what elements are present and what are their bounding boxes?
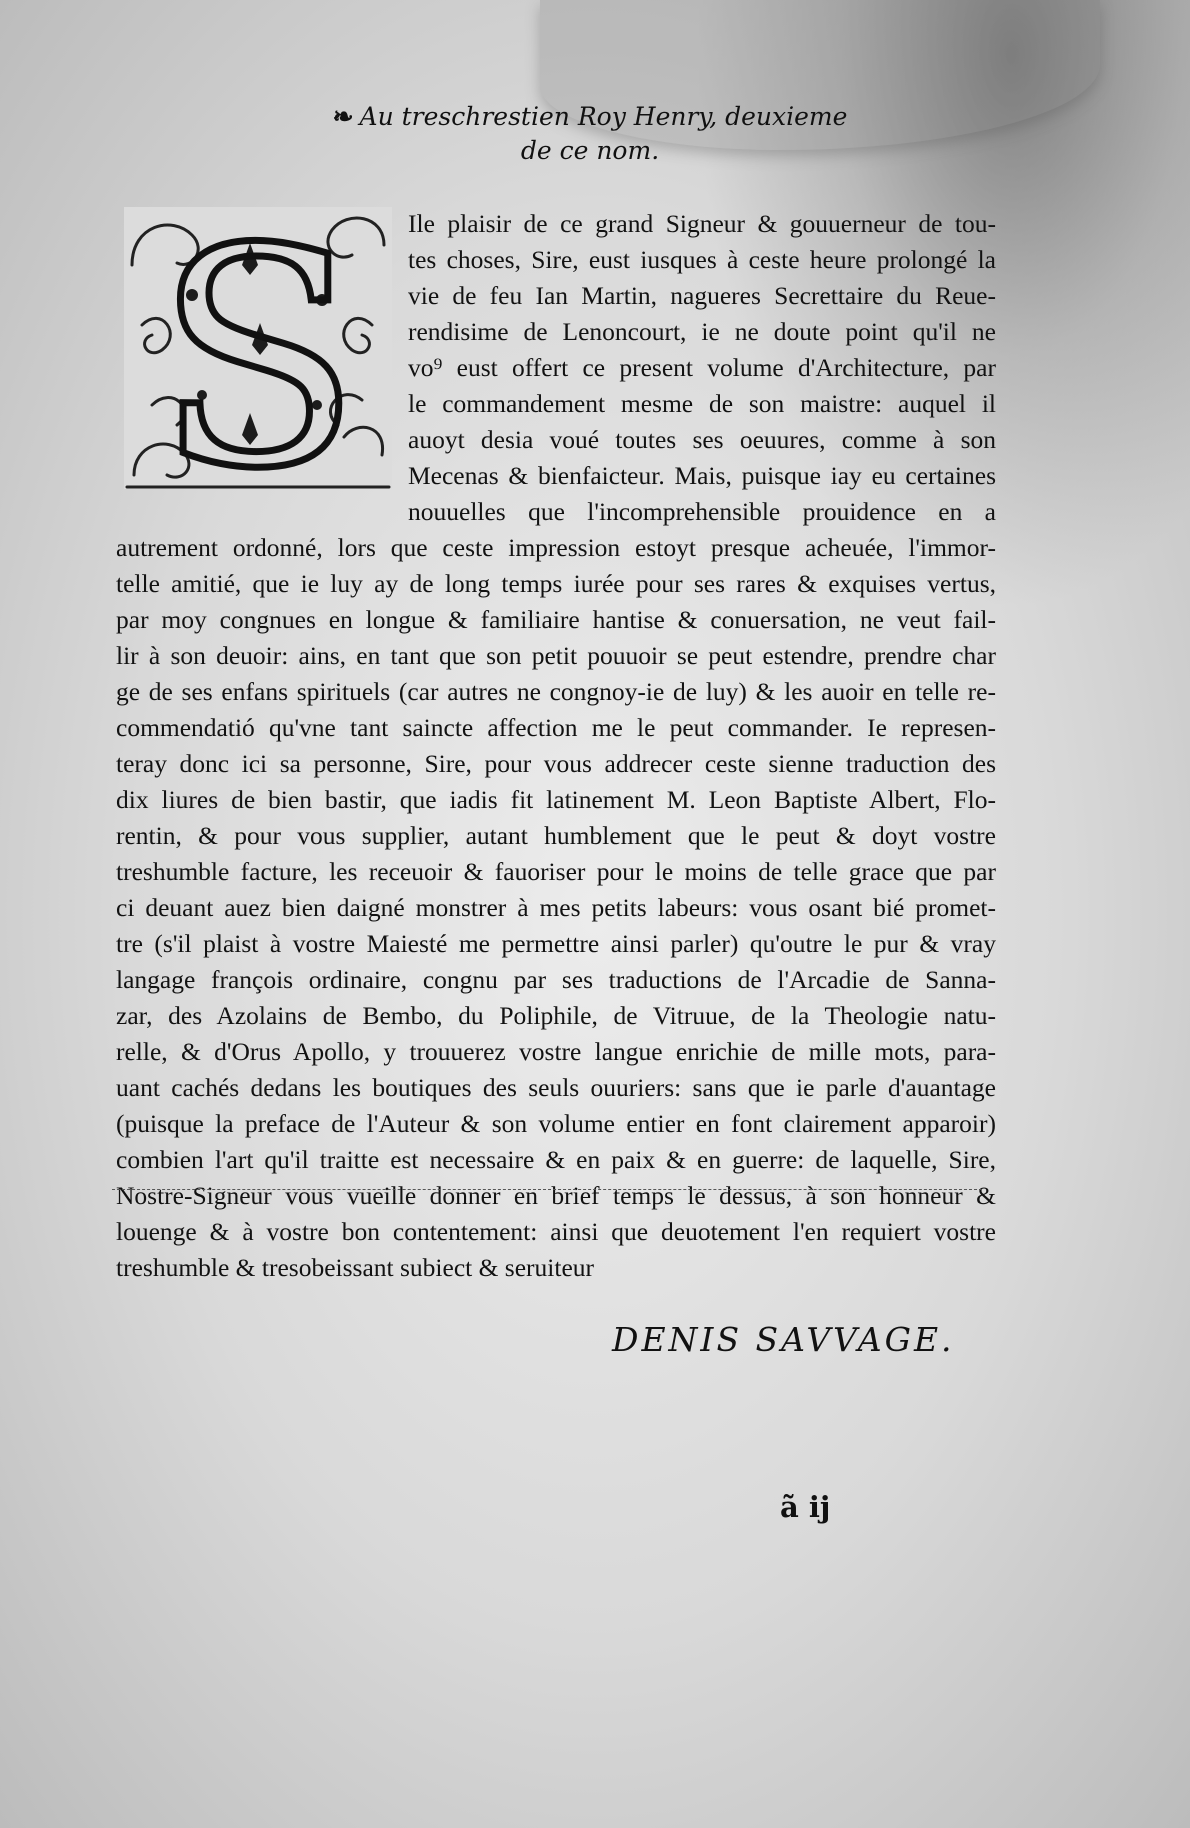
body-line: combien l'art qu'il traitte est necessaire & en paix & en guerre: de laquelle, Sire, — [116, 1145, 996, 1174]
body-line: tre (s'il plaist à vostre Maiesté me permettre ainsi parler) qu'outre le pur & vray — [116, 929, 996, 958]
header-line-1: Au treschrestien Roy Henry, deuxieme — [359, 102, 848, 131]
fleuron-mark: ❧ — [332, 102, 354, 131]
body-line: Ile plaisir de ce grand Signeur & gouuerneur de tou- — [408, 209, 996, 238]
signature-mark: ã ij — [780, 1490, 831, 1524]
dedication-body — [116, 206, 996, 1286]
body-line: tes choses, Sire, eust iusques à ceste heure prolongé la — [408, 245, 996, 274]
body-line: vo⁹ eust offert ce present volume d'Architecture, par — [408, 353, 996, 382]
body-line: zar, des Azolains de Bembo, du Poliphile, de Vitruue, de la Theologie natu- — [116, 1001, 996, 1030]
body-line: le commandement mesme de son maistre: auquel il — [408, 389, 996, 418]
body-line: treshumble & tresobeissant subiect & seruiteur — [116, 1253, 595, 1282]
body-line: ci deuant auez bien daigné monstrer à mes petits labeurs: vous osant bié promet- — [116, 893, 996, 922]
body-line: treshumble facture, les receuoir & fauoriser pour le moins de telle grace que par — [116, 857, 996, 886]
divider-rule — [112, 1189, 982, 1190]
body-line: vie de feu Ian Martin, nagueres Secrettaire du Reue- — [408, 281, 996, 310]
body-line: auoyt desia voué toutes ses oeuures, comme à son — [408, 425, 996, 454]
body-line: relle, & d'Orus Apollo, y trouuerez vostre langue enrichie de mille mots, para- — [116, 1037, 996, 1066]
initial-letter: S — [155, 205, 361, 491]
body-line: teray donc ici sa personne, Sire, pour vous addrecer ceste sienne traduction des — [116, 749, 996, 778]
body-line: telle amitié, que ie luy ay de long temps iurée pour ses rares & exquises vertus, — [116, 569, 996, 598]
body-line: (puisque la preface de l'Auteur & son volume entier en font clairement apparoir) — [116, 1109, 996, 1138]
body-line: autrement ordonné, lors que ceste impression estoyt presque acheuée, l'immor- — [116, 533, 996, 562]
body-line: ge de ses enfans spirituels (car autres ne congnoy-ie de luy) & les auoir en telle re- — [116, 677, 996, 706]
body-line: Mecenas & bienfaicteur. Mais, puisque iay eu certaines — [408, 461, 996, 490]
body-line: louenge & à vostre bon contentement: ainsi que deuotement l'en requiert vostre — [116, 1217, 996, 1246]
header-line-2: de ce nom. — [520, 136, 660, 165]
author-signature: DENIS SAVVAGE. — [612, 1320, 955, 1359]
body-line: nouuelles que l'incomprehensible prouidence en a — [408, 497, 996, 526]
body-line: par moy congnues en longue & familiaire hantise & conuersation, ne veut fail- — [116, 605, 996, 634]
body-line: commendatió qu'vne tant saincte affection me le peut commander. Ie represen- — [116, 713, 996, 742]
body-line: Nostre-Signeur vous vueille donner en brief temps le dessus, à son honneur & — [116, 1181, 996, 1210]
body-line: dix liures de bien bastir, que iadis fit latinement M. Leon Baptiste Albert, Flo- — [116, 785, 996, 814]
body-line: langage françois ordinaire, congnu par ses traductions de l'Arcadie de Sanna- — [116, 965, 996, 994]
body-line: rendisime de Lenoncourt, ie ne doute point qu'il ne — [408, 317, 996, 346]
dedication-header — [330, 100, 850, 168]
body-line: uant cachés dedans les boutiques des seuls ouuriers: sans que ie parle d'auantage — [116, 1073, 996, 1102]
body-line: lir à son deuoir: ains, en tant que son petit pouuoir se peut estendre, prendre char — [116, 641, 996, 670]
body-line: rentin, & pour vous supplier, autant humblement que le peut & doyt vostre — [116, 821, 996, 850]
